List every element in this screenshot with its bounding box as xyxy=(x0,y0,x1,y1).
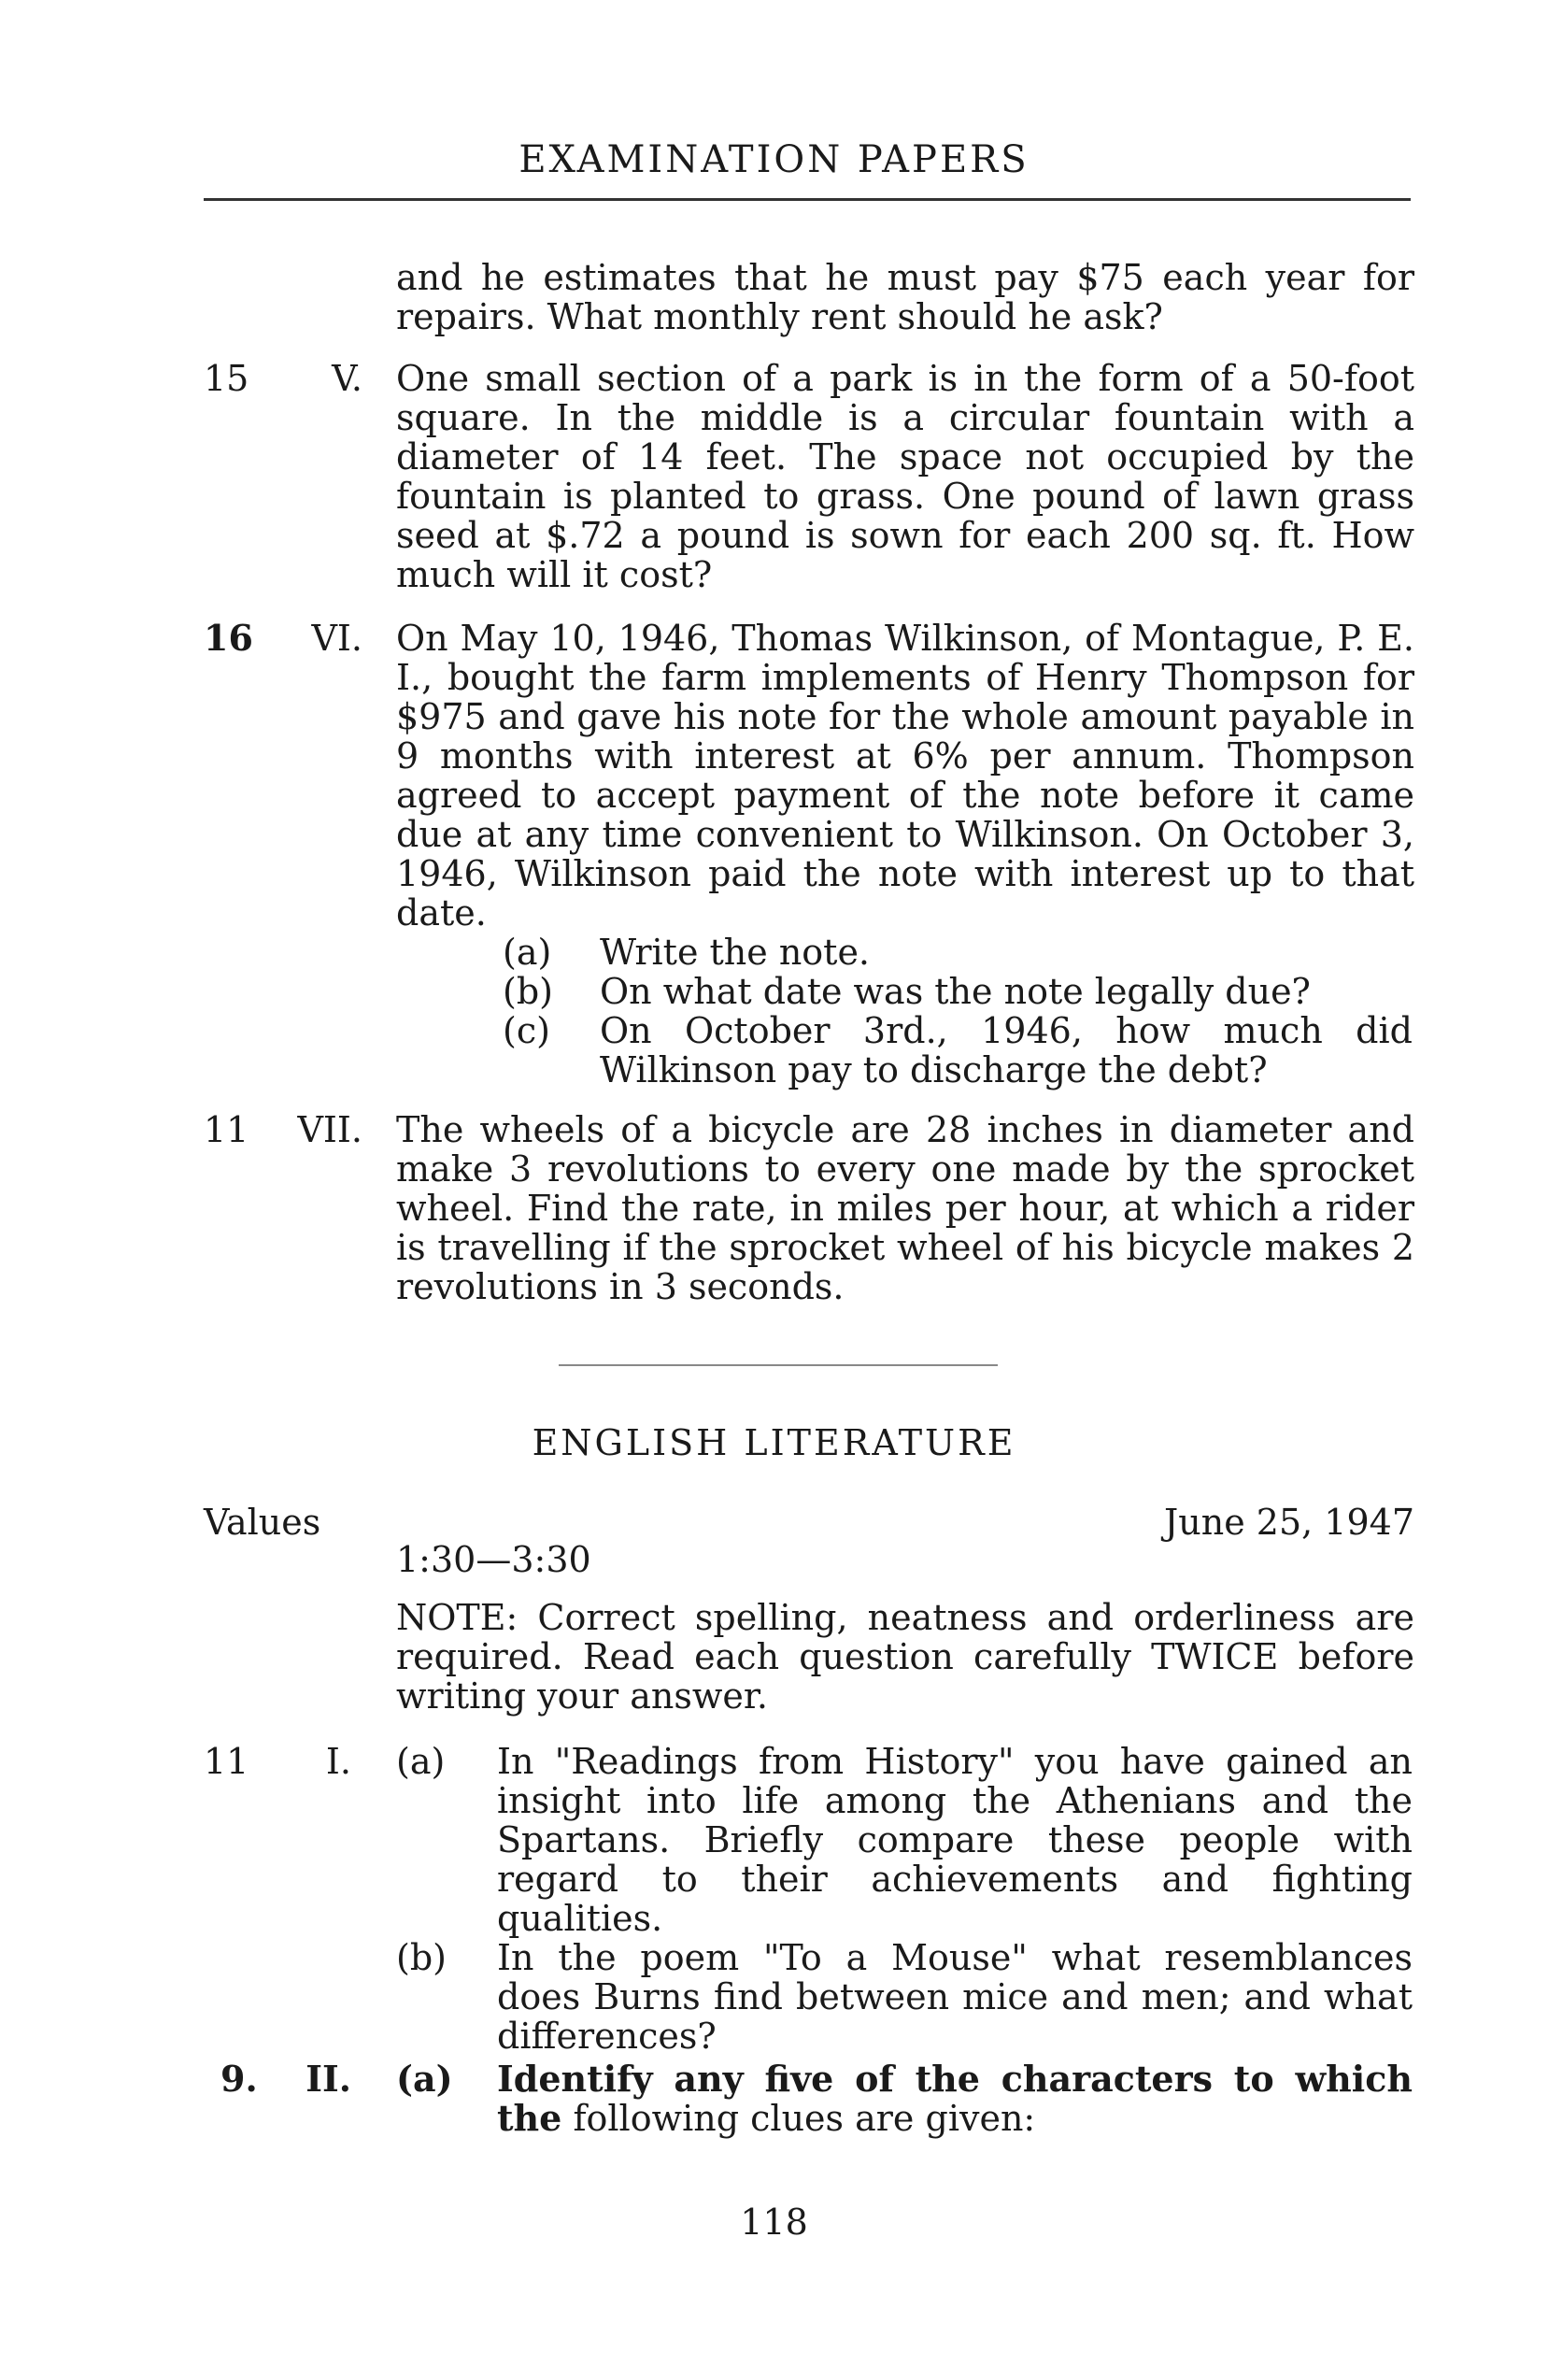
lit-q1-number: I. xyxy=(325,1741,351,1782)
values-label: Values xyxy=(204,1502,321,1543)
lit-q2-part-a-text xyxy=(497,2059,1413,2138)
q6-value: 16 xyxy=(204,617,253,659)
header-rule xyxy=(204,198,1411,201)
page-number: 118 xyxy=(740,2202,808,2243)
lit-q1-part-b-label: (b) xyxy=(396,1937,447,1978)
q6-part-a-text: Write the note. xyxy=(600,932,871,973)
lit-q1-part-a-label: (a) xyxy=(396,1741,446,1782)
q6-part-b-text: On what date was the note legally due? xyxy=(600,971,1311,1012)
lit-q2-part-a-label: (a) xyxy=(396,2058,453,2100)
q6-part-c-text: On October 3rd., 1946, how much did Wilkinson pay to discharge the debt? xyxy=(600,1010,1413,1090)
continuation-text: and he estimates that he must pay $75 each year for repairs. What monthly rent should he ask? xyxy=(396,257,1414,337)
lit-q2-number: II. xyxy=(305,2058,351,2100)
exam-time: 1:30—3:30 xyxy=(396,1539,591,1580)
q6-part-b-label: (b) xyxy=(503,971,553,1012)
lit-q2-part-a-bold: Identify any five of the characters to which the xyxy=(497,2058,1413,2139)
q5-text: One small section of a park is in the form of a 50-foot square. In the middle is a circular fountain with a diameter of 14 feet. The space not occupied by the fountain is planted to grass. One pound of lawn grass seed at $.72 a pound is sown for each 200 sq. ft. How much will it cost? xyxy=(396,358,1414,595)
q6-part-c-label: (c) xyxy=(503,1010,550,1051)
q6-part-a-label: (a) xyxy=(503,932,552,973)
lit-q1-part-b-text: In the poem "To a Mouse" what resemblances does Burns find between mice and men; and what differences? xyxy=(497,1937,1413,2057)
page-header: EXAMINATION PAPERS xyxy=(518,138,1030,181)
lit-q1-value: 11 xyxy=(204,1741,249,1782)
q6-number: VI. xyxy=(311,618,362,659)
exam-date: June 25, 1947 xyxy=(1164,1502,1414,1543)
q6-text: On May 10, 1946, Thomas Wilkinson, of Montague, P. E. I., bought the farm implements of Henry Thompson for $975 and gave his note for the whole amount payable in 9 months with interest at 6% per annum. Thompson agreed to accept payment of the note before it came due at any time convenient to Wilkinson. On October 3, 1946, Wilkinson paid the note with interest up to that date. xyxy=(396,618,1414,933)
q5-value: 15 xyxy=(204,358,249,399)
section-title: ENGLISH LITERATURE xyxy=(532,1422,1016,1463)
exam-note: NOTE: Correct spelling, neatness and orderliness are required. Read each question carefully TWICE before writing your answer. xyxy=(396,1597,1414,1717)
section-divider xyxy=(559,1364,998,1366)
q5-number: V. xyxy=(332,358,362,399)
q7-value: 11 xyxy=(204,1109,249,1150)
q7-number: VII. xyxy=(297,1109,362,1150)
q7-text: The wheels of a bicycle are 28 inches in diameter and make 3 revolutions to every one made by the sprocket wheel. Find the rate, in miles per hour, at which a rider is travelling if the sprocket wheel of his bicycle makes 2 revolutions in 3 seconds. xyxy=(396,1109,1414,1307)
lit-q2-value: 9. xyxy=(220,2058,258,2100)
lit-q2-part-a-rest: following clues are given: xyxy=(573,2098,1036,2139)
lit-q1-part-a-text: In "Readings from History" you have gained an insight into life among the Athenians and the Spartans. Briefly compare these people with regard to their achievements and fighting qualities. xyxy=(497,1741,1413,1939)
